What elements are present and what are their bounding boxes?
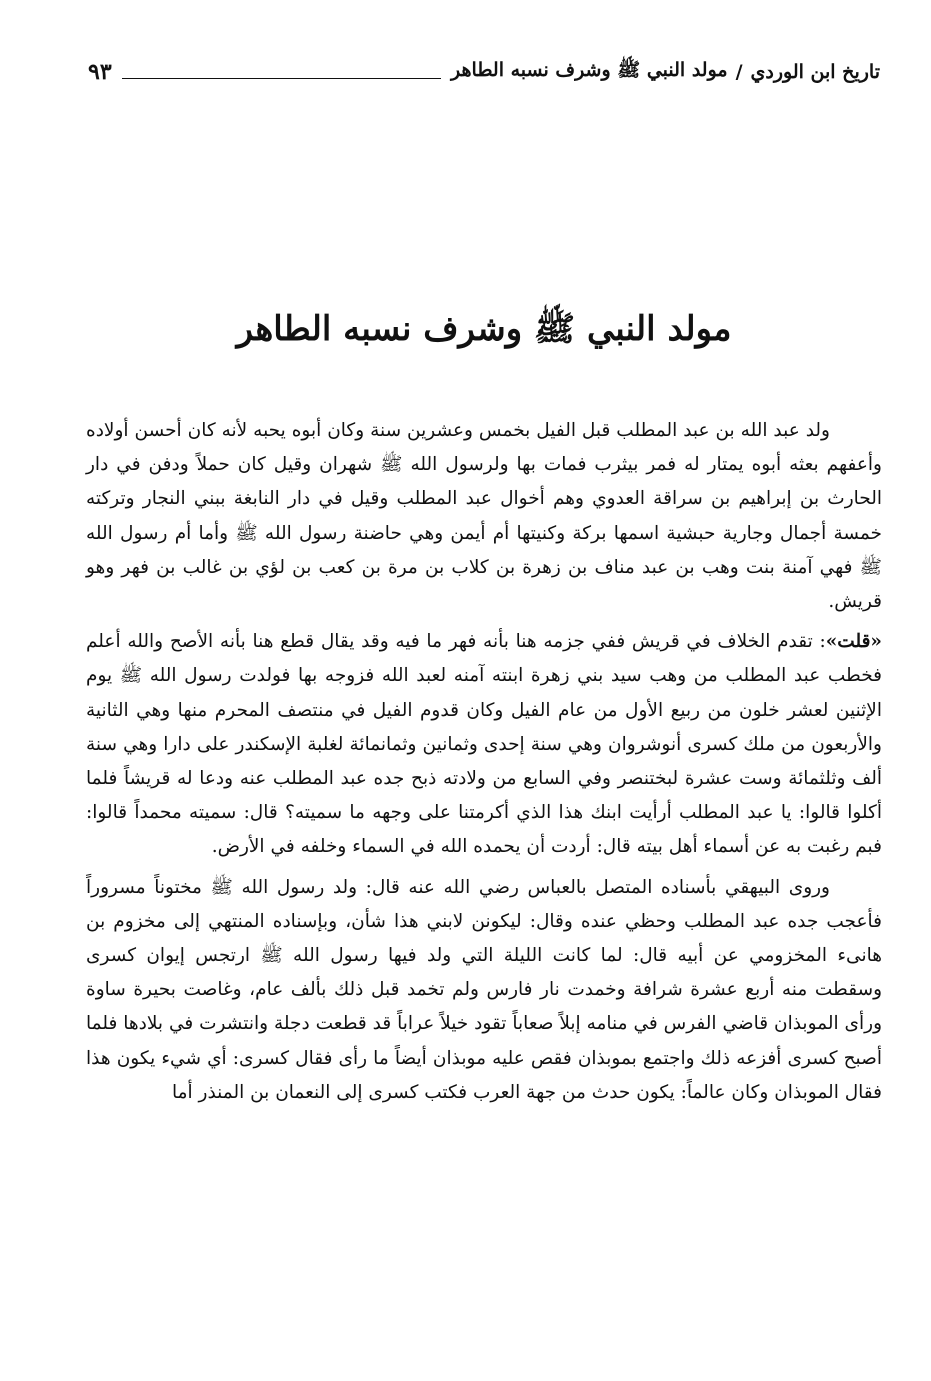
paragraph-text: وروى البيهقي بأسناده المتصل بالعباس رضي الله عنه قال: ولد رسول الله ﷺ مختوناً مسروراً فأعجب جده عبد المطلب وحظي عنده وقال: ليكونن لابني هذا شأن، وبإسناده المنتهي إلى مخزوم بن هانىء المخزومي عن أبيه قال: لما كانت الليلة التي ولد فيها رسول الله ﷺ ارتجس إيوان كسرى وسقطت منه أربع عشرة شرافة وخمدت نار فارس ولم تخمد قبل ذلك بألف عام، وغاصت بحيرة ساوة ورأى الموبذان قاضي الفرس في منامه إبلاً صعاباً تقود خيلاً عراباً قد قطعت دجلة وانتشرت في بلادها فلما أصبح كسرى أفزعه ذلك واجتمع بموبذان فقص عليه موبذان أيضاً ما رأى فقال كسرى: أي شيء يكون هذا فقال الموبذان وكان عالماً: يكون حدث من جهة العرب فكتب كسرى إلى النعمان بن المنذر أما [86, 876, 882, 1103]
paragraph-text: : تقدم الخلاف في قريش ففي جزمه هنا بأنه فهر ما فيه وقد يقال قطع هنا بأنه الأصح والله أعلم فخطب عبد المطلب من وهب سيد بني زهرة ابنته آمنه لعبد الله فزوجه بها فولدت رسول الله ﷺ يوم الإثنين لعشر خلون من ربيع الأول من عام الفيل وكان قدوم الفيل في منتصف المحرم منها وهي الثانية والأربعون من ملك كسرى أنوشروان وهي سنة إحدى وثمانين وثمانمائة لغلبة الإسكندر على دارا وهي سنة ألف وثلثمائة وست عشرة لبختنصر وفي السابع من ولادته ذبح جده عبد المطلب عنه ودعا له قريشاً فلما أكلوا قالوا: يا عبد المطلب أرأيت ابنك هذا الذي أكرمتنا على وجهه ما سميته؟ قال: سميته محمداً قالوا: فبم رغبت به عن أسماء أهل بيته قال: أردت أن يحمده الله في السماء وخلفه في الأرض. [86, 631, 882, 858]
header-separator: / [735, 61, 743, 83]
running-header [88, 52, 880, 92]
commentary-label: «قلت» [825, 631, 882, 653]
paragraph-bayhaqi [86, 871, 882, 1110]
chapter-title: مولد النبي ﷺ وشرف نسبه الطاهر [236, 309, 732, 349]
header-chapter-title: مولد النبي ﷺ وشرف نسبه الطاهر [451, 59, 728, 81]
page-number: ٩٣ [88, 59, 112, 85]
header-rule [122, 78, 441, 79]
body-text [86, 414, 882, 1110]
paragraph-commentary [86, 625, 882, 864]
header-book-title: تاريخ ابن الوردي [750, 61, 880, 83]
paragraph-birth [86, 414, 882, 619]
paragraph-text: ولد عبد الله بن عبد المطلب قبل الفيل بخمس وعشرين سنة وكان أبوه يحبه لأنه كان أحسن أولاده وأعفهم بعثه أبوه يمتار له فمر بيثرب فمات بها ولرسول الله ﷺ شهران وقيل كان حملاً ودفن في دار الحارث بن إبراهيم بن سراقة العدوي وهم أخوال عبد المطلب وقيل في دار النابغة ببني النجار وتركته خمسة أجمال وجارية حبشية اسمها بركة وكنيتها أم أيمن وهي حاضنة رسول الله ﷺ وأما أم رسول الله ﷺ فهي آمنة بنت وهب بن عبد مناف بن زهرة بن كلاب بن مرة بن كعب بن لؤي بن غالب بن فهر وهو قريش. [86, 420, 882, 613]
